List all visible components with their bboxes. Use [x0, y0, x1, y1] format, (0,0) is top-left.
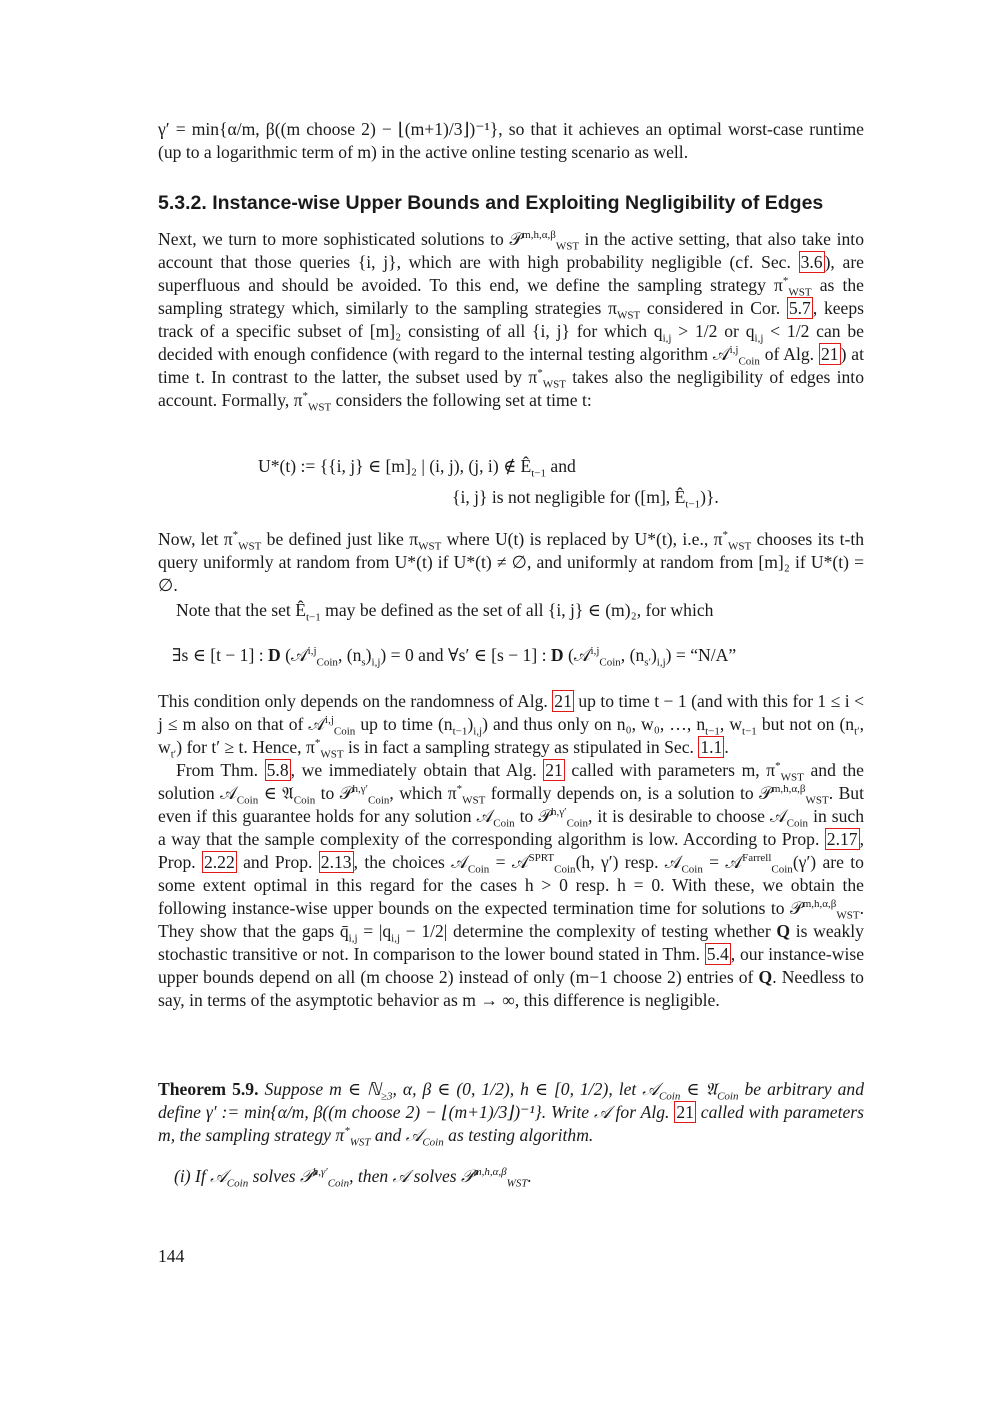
sub: WST: [836, 909, 860, 922]
paragraph-5: [158, 759, 864, 1012]
text: , the choices 𝒜: [353, 852, 468, 872]
sub: t−1: [452, 725, 468, 738]
ref-alg-21[interactable]: 21: [554, 691, 572, 711]
sup: m,h,α,β: [802, 898, 837, 911]
sup: SPRT: [528, 852, 555, 865]
equation-text: )}.: [700, 487, 719, 507]
theorem-5-9: [158, 1078, 864, 1147]
sub: Coin: [681, 863, 703, 876]
ref-sec-3-6[interactable]: 3.6: [800, 252, 823, 272]
text: .: [724, 737, 729, 757]
ref-alg-21[interactable]: 21: [676, 1102, 694, 1122]
text: up to time (n: [355, 714, 453, 734]
text: ): [467, 714, 474, 734]
sub: t−1: [705, 725, 720, 738]
sub: i,j: [391, 932, 401, 945]
sub: s: [361, 656, 366, 669]
equation-text: (𝒜: [563, 645, 591, 665]
sup: m,h,α,β: [473, 1166, 507, 1179]
text: ) for t′ ≥ t. Hence, π: [176, 737, 315, 757]
text: as testing algorithm.: [443, 1125, 594, 1145]
sub: WST: [805, 794, 829, 807]
text: = |q: [357, 921, 392, 941]
sub: WST: [555, 240, 580, 253]
sup: *: [537, 367, 543, 380]
text: Q: [758, 967, 773, 987]
text: to 𝒫: [315, 783, 353, 803]
text: is in fact a sampling strategy as stipulated in Sec.: [343, 737, 699, 757]
sub: t−1: [742, 725, 757, 738]
paragraph-1: [158, 228, 864, 412]
theorem-item-i: [174, 1165, 532, 1188]
sub: t−1: [305, 611, 321, 624]
text: , w: [719, 714, 743, 734]
text: ∈ 𝔄: [258, 783, 294, 803]
equation-u-star-line-2: [452, 486, 719, 509]
sup: i,j: [325, 714, 334, 727]
sub: WST: [506, 1177, 528, 1190]
paragraph-2: [158, 528, 864, 622]
theorem-label: Theorem 5.9.: [158, 1079, 259, 1099]
text: called with parameters m, π: [564, 760, 776, 780]
sup: *: [456, 783, 463, 796]
equation-text: D: [268, 645, 281, 665]
sub: Coin: [717, 1090, 739, 1103]
equation-text: (𝒜: [280, 645, 308, 665]
sub: WST: [788, 286, 812, 299]
text: and 𝒜: [370, 1125, 423, 1145]
equation-text: and: [546, 456, 576, 476]
equation-text: D: [550, 645, 564, 665]
sup: m,h,α,β: [522, 229, 556, 242]
text: , we immediately obtain that Alg.: [290, 760, 544, 780]
text: up to time t − 1 (and with this for 1 ≤ i < j ≤ m also on that of 𝒜: [158, 691, 864, 734]
text: = 𝒜: [702, 852, 743, 872]
text: , our instance-wise upper bounds depend on all (m choose 2) instead of only (m−1 choose 2) entries of: [158, 944, 865, 987]
text: (γ′) are to some extent optimal in this regard for the cases h > 0 resp. h = 0. With these, we obtain the following instance-wise upper bounds on the expected termination time for solutions to 𝒫: [158, 852, 864, 918]
sub: Coin: [226, 1177, 249, 1190]
sup: i,j: [590, 645, 600, 658]
sup: h,γ′: [352, 783, 369, 796]
sup: m,h,α,β: [771, 783, 806, 796]
text: considered in Cor.: [640, 298, 787, 318]
text: is weakly stochastic transitive or not. In comparison to the lower bound stated in Thm.: [158, 921, 864, 964]
sub: WST: [320, 748, 344, 761]
text: formally depends on, is a solution to 𝒫: [485, 783, 772, 803]
text: (i) If 𝒜: [174, 1166, 227, 1186]
text: ) at time t. In contrast to the latter, the subset used by π: [158, 344, 864, 387]
sub: WST: [728, 540, 752, 553]
sup: h,γ′: [312, 1166, 328, 1179]
text: < 1/2 can be decided with enough confidence (with regard to the internal testing algorithm 𝒜: [158, 321, 864, 364]
sub: i,j: [662, 332, 672, 345]
text: and the solution 𝒜: [158, 760, 864, 803]
equation-text: , (n: [620, 645, 645, 665]
text: , then 𝒜 solves 𝒫: [349, 1166, 474, 1186]
paragraph-4: [158, 690, 864, 1012]
text: may be defined as the set of all {i, j} ∈ (m)₂, for which: [320, 600, 714, 620]
equation-negligibility: [172, 644, 736, 667]
sub: Coin: [236, 794, 259, 807]
equation-text: ): [365, 645, 372, 665]
text: as the sampling strategy which, similarly to the sampling strategies π: [158, 275, 864, 318]
text: Next, we turn to more sophisticated solutions to 𝒫: [158, 229, 523, 249]
top-paragraph: [158, 118, 864, 164]
sub: i,j: [348, 932, 358, 945]
sub: i,j: [754, 332, 764, 345]
ref-alg-21[interactable]: 21: [545, 760, 563, 780]
ref-prop-2-22[interactable]: 2.22: [203, 852, 235, 872]
text: , Prop.: [158, 829, 864, 872]
sub: t−1: [685, 498, 701, 511]
text: Q: [776, 921, 791, 941]
sub: Coin: [467, 863, 490, 876]
text: Now, let π: [158, 529, 233, 549]
text: chooses its t-th query uniformly at random from U*(t) if U*(t) ≠ ∅, and uniformly at random from [m]₂ if U*(t) = ∅.: [158, 529, 865, 595]
text: , it is desirable to choose 𝒜: [587, 806, 787, 826]
text: takes also the negligibility of edges into account. Formally, π: [158, 367, 864, 410]
sub: Coin: [422, 1136, 444, 1149]
sub: Coin: [658, 1090, 681, 1103]
text: Note that the set Ê: [176, 600, 306, 620]
sup: i,j: [729, 344, 739, 357]
ref-sec-1-1[interactable]: 1.1: [700, 737, 723, 757]
text: , which π: [389, 783, 457, 803]
sub: Coin: [316, 656, 338, 669]
sup: *: [722, 529, 728, 542]
sub: t′: [854, 725, 860, 738]
sub: i,j: [656, 656, 666, 669]
ref-prop-2-17[interactable]: 2.17: [826, 829, 858, 849]
ref-cor-5-7[interactable]: 5.7: [788, 298, 811, 318]
text: ) and thus only on n₀, w₀, …, n: [482, 714, 706, 734]
sub: Coin: [368, 794, 390, 807]
text: This condition only depends on the randomness of Alg.: [158, 691, 553, 711]
text: solves 𝒫: [248, 1166, 313, 1186]
equation-text: , (n: [337, 645, 362, 665]
sup: *: [782, 275, 789, 288]
text: . Needless to say, in terms of the asymptotic behavior as m → ∞, this difference is negligible.: [158, 967, 864, 1010]
text: , keeps track of a specific subset of [m]₂ consisting of all {i, j} for which q: [158, 298, 865, 341]
text: and Prop.: [236, 852, 319, 872]
sub: ≥3: [380, 1090, 393, 1103]
sub: WST: [418, 540, 442, 553]
sub: t′: [170, 748, 177, 761]
ref-thm-5-8[interactable]: 5.8: [266, 760, 289, 780]
sub: Coin: [293, 794, 316, 807]
text: be arbitrary and define γ′ := min{α/m, β((m choose 2) − ⌊(m+1)/3⌋)⁻¹}. Write 𝒜 for Alg.: [158, 1079, 865, 1122]
text: (h, γ′) resp. 𝒜: [575, 852, 682, 872]
equation-text: ) = “N/A”: [665, 645, 737, 665]
text: in such a way that the sample complexity of the corresponding algorithm is low. According to Prop.: [158, 806, 865, 849]
text: = 𝒜: [489, 852, 529, 872]
text: From Thm.: [176, 760, 265, 780]
sup: *: [314, 737, 321, 750]
section-title: 5.3.2. Instance-wise Upper Bounds and Exploiting Negligibility of Edges: [158, 192, 824, 214]
sub: WST: [462, 794, 486, 807]
text: be defined just like π: [261, 529, 419, 549]
sub: i,j: [473, 725, 483, 738]
sub: Coin: [566, 817, 588, 830]
gamma-formula: γ′ = min{α/m, β((m choose 2) − ⌊(m+1)/3⌋)⁻¹},: [158, 119, 503, 139]
sup: *: [775, 760, 781, 773]
top-paragraph-text: so that it achieves an optimal worst-case runtime (up to a logarithmic term of m) in the active online testing scenario as well.: [158, 119, 864, 162]
sub: Coin: [327, 1177, 350, 1190]
ref-alg-21[interactable]: 21: [820, 344, 839, 364]
ref-thm-5-4[interactable]: 5.4: [706, 944, 729, 964]
text: of Alg.: [759, 344, 819, 364]
text: considers the following set at time t:: [331, 390, 592, 410]
equation-text: U*(t) := {{i, j} ∈ [m]₂ | (i, j), (j, i) ∉ Ê: [258, 456, 532, 476]
sup: *: [232, 529, 239, 542]
ref-prop-2-13[interactable]: 2.13: [320, 852, 352, 872]
sub: WST: [238, 540, 262, 553]
sup: h,γ′: [551, 806, 567, 819]
equation-text: {i, j} is not negligible for ([m], Ê: [452, 487, 686, 507]
sub: s′: [644, 656, 651, 669]
sub: Coin: [786, 817, 809, 830]
text: ∈ 𝔄: [680, 1079, 718, 1099]
sup: *: [302, 390, 309, 403]
text: where U(t) is replaced by U*(t), i.e., π: [441, 529, 723, 549]
sub: i,j: [371, 656, 381, 669]
sub: WST: [542, 378, 566, 391]
text: , α, β ∈ (0, 1/2), h ∈ [0, 1/2), let 𝒜: [392, 1079, 659, 1099]
sub: Coin: [771, 863, 793, 876]
text: Suppose m ∈ ℕ: [258, 1079, 381, 1099]
sub: WST: [349, 1136, 371, 1149]
sub: Coin: [554, 863, 576, 876]
sup: Farrell: [742, 852, 772, 865]
text: ), are superfluous and should be avoided. To this end, we define the sampling strategy π: [158, 252, 864, 295]
text: > 1/2 or q: [671, 321, 755, 341]
sup: *: [344, 1125, 350, 1138]
sub: Coin: [599, 656, 621, 669]
equation-text: ∃s ∈ [t − 1] :: [172, 645, 269, 665]
text: . They show that the gaps q̄: [158, 898, 864, 941]
sub: WST: [780, 771, 804, 784]
sub: t−1: [531, 467, 547, 480]
sub: Coin: [333, 725, 356, 738]
text: . But even if this guarantee holds for any solution 𝒜: [158, 783, 864, 826]
text: , w: [158, 714, 864, 757]
text: .: [527, 1166, 532, 1186]
sup: i,j: [307, 645, 317, 658]
text: but not on (n: [756, 714, 855, 734]
page-number: 144: [158, 1246, 185, 1266]
sub: Coin: [493, 817, 515, 830]
sub: Coin: [738, 355, 760, 368]
sub: WST: [616, 309, 641, 322]
equation-text: ): [650, 645, 657, 665]
sub: WST: [308, 401, 332, 414]
text: − 1/2| determine the complexity of testing whether: [400, 921, 777, 941]
text: in the active setting, that also take into account that those queries {i, j}, which are with high probability negligible (cf. Sec.: [158, 229, 864, 272]
text: called with parameters m, the sampling strategy π: [158, 1102, 864, 1145]
equation-u-star-line-1: [258, 455, 576, 478]
text: to 𝒫: [514, 806, 552, 826]
equation-text: ) = 0 and ∀s′ ∈ [s − 1] :: [380, 645, 551, 665]
